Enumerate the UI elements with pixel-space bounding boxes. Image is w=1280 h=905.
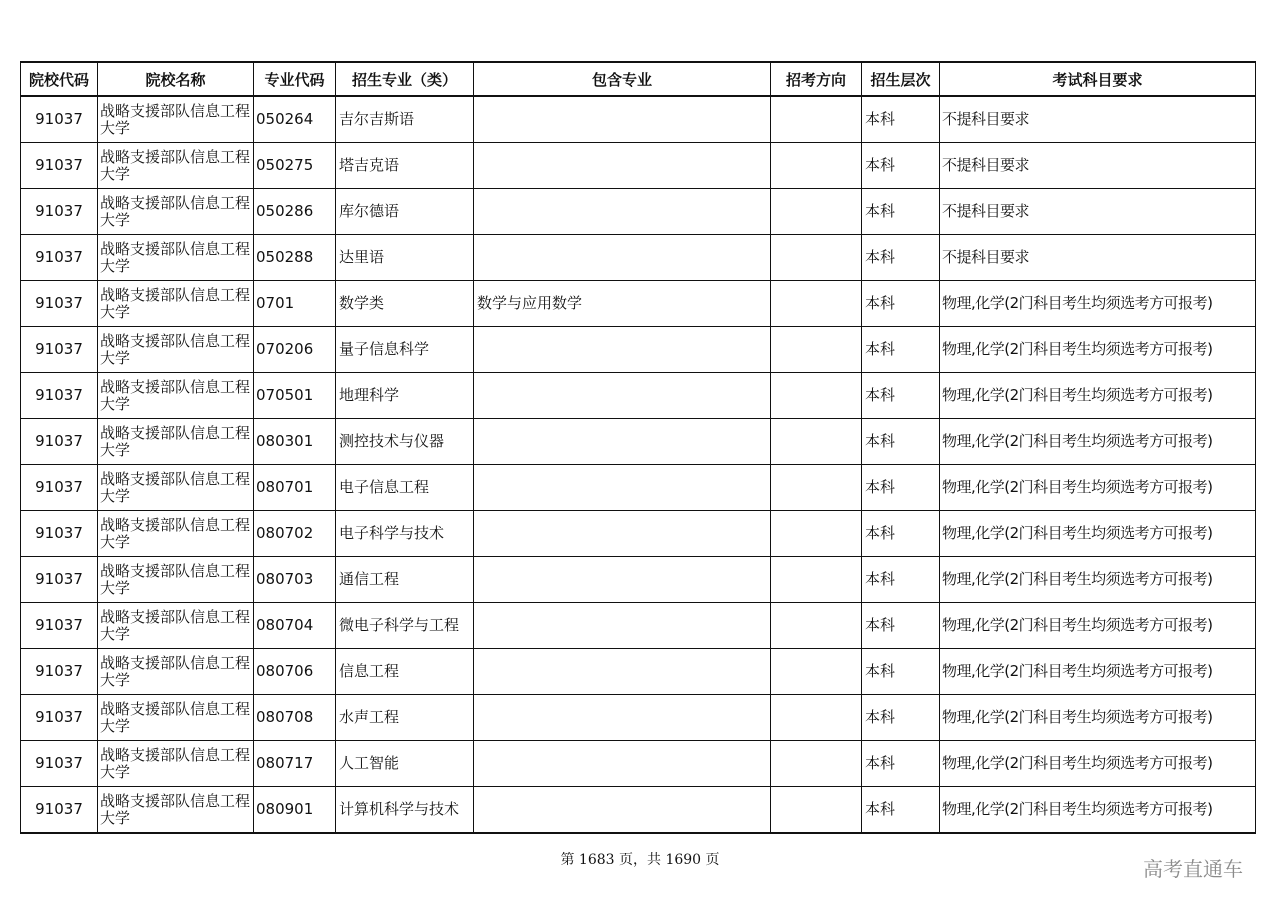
cell-major-code: 080706 bbox=[254, 649, 336, 695]
cell-level: 本科 bbox=[862, 557, 940, 603]
cell-major: 电子科学与技术 bbox=[336, 511, 474, 557]
cell-major: 数学类 bbox=[336, 281, 474, 327]
cell-major: 量子信息科学 bbox=[336, 327, 474, 373]
cell-level: 本科 bbox=[862, 695, 940, 741]
cell-direction bbox=[771, 235, 862, 281]
cell-major-code: 050288 bbox=[254, 235, 336, 281]
cell-level: 本科 bbox=[862, 649, 940, 695]
cell-major-code: 080708 bbox=[254, 695, 336, 741]
cell-direction bbox=[771, 465, 862, 511]
cell-level: 本科 bbox=[862, 96, 940, 143]
cell-subject-requirement: 物理,化学(2门科目考生均须选考方可报考) bbox=[940, 511, 1256, 557]
cell-direction bbox=[771, 143, 862, 189]
cell-major-code: 080702 bbox=[254, 511, 336, 557]
cell-school-name: 战略支援部队信息工程大学 bbox=[98, 695, 254, 741]
cell-school-name: 战略支援部队信息工程大学 bbox=[98, 603, 254, 649]
cell-direction bbox=[771, 741, 862, 787]
cell-included-majors bbox=[474, 603, 771, 649]
cell-major: 微电子科学与工程 bbox=[336, 603, 474, 649]
cell-major-code: 080717 bbox=[254, 741, 336, 787]
cell-level: 本科 bbox=[862, 143, 940, 189]
cell-major: 通信工程 bbox=[336, 557, 474, 603]
cell-major: 库尔德语 bbox=[336, 189, 474, 235]
cell-school-name: 战略支援部队信息工程大学 bbox=[98, 557, 254, 603]
cell-level: 本科 bbox=[862, 189, 940, 235]
cell-direction bbox=[771, 419, 862, 465]
cell-school-code: 91037 bbox=[21, 741, 98, 787]
cell-major-code: 050275 bbox=[254, 143, 336, 189]
cell-major: 测控技术与仪器 bbox=[336, 419, 474, 465]
cell-level: 本科 bbox=[862, 373, 940, 419]
cell-included-majors bbox=[474, 419, 771, 465]
cell-level: 本科 bbox=[862, 787, 940, 834]
admissions-table bbox=[20, 61, 1256, 834]
cell-major-code: 080901 bbox=[254, 787, 336, 834]
cell-included-majors bbox=[474, 557, 771, 603]
table-row bbox=[21, 557, 1256, 603]
cell-major-code: 080701 bbox=[254, 465, 336, 511]
cell-school-code: 91037 bbox=[21, 235, 98, 281]
cell-subject-requirement: 物理,化学(2门科目考生均须选考方可报考) bbox=[940, 327, 1256, 373]
cell-included-majors bbox=[474, 96, 771, 143]
cell-major: 吉尔吉斯语 bbox=[336, 96, 474, 143]
cell-included-majors bbox=[474, 511, 771, 557]
cell-major-code: 080704 bbox=[254, 603, 336, 649]
cell-included-majors bbox=[474, 235, 771, 281]
cell-major-code: 050264 bbox=[254, 96, 336, 143]
cell-level: 本科 bbox=[862, 511, 940, 557]
cell-major: 地理科学 bbox=[336, 373, 474, 419]
cell-major: 塔吉克语 bbox=[336, 143, 474, 189]
admissions-table-sheet bbox=[20, 61, 1255, 834]
cell-level: 本科 bbox=[862, 327, 940, 373]
cell-school-code: 91037 bbox=[21, 465, 98, 511]
cell-direction bbox=[771, 557, 862, 603]
cell-subject-requirement: 物理,化学(2门科目考生均须选考方可报考) bbox=[940, 419, 1256, 465]
cell-major: 信息工程 bbox=[336, 649, 474, 695]
table-row bbox=[21, 96, 1256, 143]
cell-included-majors bbox=[474, 189, 771, 235]
cell-subject-requirement: 物理,化学(2门科目考生均须选考方可报考) bbox=[940, 373, 1256, 419]
cell-level: 本科 bbox=[862, 465, 940, 511]
cell-school-name: 战略支援部队信息工程大学 bbox=[98, 281, 254, 327]
cell-school-name: 战略支援部队信息工程大学 bbox=[98, 419, 254, 465]
header-school-name: 院校名称 bbox=[98, 62, 254, 96]
cell-included-majors bbox=[474, 649, 771, 695]
cell-subject-requirement: 物理,化学(2门科目考生均须选考方可报考) bbox=[940, 603, 1256, 649]
cell-subject-requirement: 物理,化学(2门科目考生均须选考方可报考) bbox=[940, 465, 1256, 511]
cell-subject-requirement: 不提科目要求 bbox=[940, 96, 1256, 143]
table-row bbox=[21, 695, 1256, 741]
cell-school-code: 91037 bbox=[21, 787, 98, 834]
table-row bbox=[21, 649, 1256, 695]
cell-school-name: 战略支援部队信息工程大学 bbox=[98, 96, 254, 143]
cell-school-name: 战略支援部队信息工程大学 bbox=[98, 741, 254, 787]
cell-major: 计算机科学与技术 bbox=[336, 787, 474, 834]
table-row bbox=[21, 189, 1256, 235]
cell-level: 本科 bbox=[862, 235, 940, 281]
cell-school-name: 战略支援部队信息工程大学 bbox=[98, 511, 254, 557]
cell-school-code: 91037 bbox=[21, 373, 98, 419]
cell-subject-requirement: 物理,化学(2门科目考生均须选考方可报考) bbox=[940, 787, 1256, 834]
cell-included-majors bbox=[474, 465, 771, 511]
cell-school-code: 91037 bbox=[21, 96, 98, 143]
cell-level: 本科 bbox=[862, 603, 940, 649]
header-major-code: 专业代码 bbox=[254, 62, 336, 96]
header-level: 招生层次 bbox=[862, 62, 940, 96]
table-row bbox=[21, 419, 1256, 465]
table-row bbox=[21, 603, 1256, 649]
table-body bbox=[21, 96, 1256, 833]
table-row bbox=[21, 741, 1256, 787]
cell-school-code: 91037 bbox=[21, 143, 98, 189]
cell-school-name: 战略支援部队信息工程大学 bbox=[98, 235, 254, 281]
cell-school-code: 91037 bbox=[21, 419, 98, 465]
table-row bbox=[21, 235, 1256, 281]
cell-included-majors: 数学与应用数学 bbox=[474, 281, 771, 327]
cell-included-majors bbox=[474, 741, 771, 787]
table-row bbox=[21, 281, 1256, 327]
cell-school-name: 战略支援部队信息工程大学 bbox=[98, 373, 254, 419]
cell-major-code: 070206 bbox=[254, 327, 336, 373]
cell-school-code: 91037 bbox=[21, 649, 98, 695]
table-row bbox=[21, 787, 1256, 834]
cell-school-name: 战略支援部队信息工程大学 bbox=[98, 327, 254, 373]
table-row bbox=[21, 373, 1256, 419]
page-number: 第 1683 页，共 1690 页 bbox=[560, 852, 720, 868]
cell-included-majors bbox=[474, 373, 771, 419]
watermark: 高考直通车 bbox=[1143, 857, 1243, 881]
cell-included-majors bbox=[474, 327, 771, 373]
cell-direction bbox=[771, 511, 862, 557]
cell-school-name: 战略支援部队信息工程大学 bbox=[98, 787, 254, 834]
cell-direction bbox=[771, 281, 862, 327]
cell-school-name: 战略支援部队信息工程大学 bbox=[98, 189, 254, 235]
cell-major-code: 0701 bbox=[254, 281, 336, 327]
cell-school-name: 战略支援部队信息工程大学 bbox=[98, 649, 254, 695]
table-header-row bbox=[21, 62, 1256, 96]
table-row bbox=[21, 465, 1256, 511]
cell-school-code: 91037 bbox=[21, 511, 98, 557]
cell-school-code: 91037 bbox=[21, 603, 98, 649]
cell-level: 本科 bbox=[862, 281, 940, 327]
cell-subject-requirement: 不提科目要求 bbox=[940, 189, 1256, 235]
cell-direction bbox=[771, 327, 862, 373]
header-direction: 招考方向 bbox=[771, 62, 862, 96]
cell-direction bbox=[771, 373, 862, 419]
table-row bbox=[21, 327, 1256, 373]
cell-included-majors bbox=[474, 695, 771, 741]
cell-included-majors bbox=[474, 787, 771, 834]
cell-included-majors bbox=[474, 143, 771, 189]
cell-major-code: 080703 bbox=[254, 557, 336, 603]
cell-direction bbox=[771, 787, 862, 834]
cell-major-code: 070501 bbox=[254, 373, 336, 419]
cell-subject-requirement: 不提科目要求 bbox=[940, 143, 1256, 189]
cell-major: 电子信息工程 bbox=[336, 465, 474, 511]
cell-major: 水声工程 bbox=[336, 695, 474, 741]
cell-major: 人工智能 bbox=[336, 741, 474, 787]
cell-direction bbox=[771, 649, 862, 695]
header-school-code: 院校代码 bbox=[21, 62, 98, 96]
cell-subject-requirement: 物理,化学(2门科目考生均须选考方可报考) bbox=[940, 281, 1256, 327]
table-row bbox=[21, 511, 1256, 557]
cell-direction bbox=[771, 695, 862, 741]
cell-subject-requirement: 物理,化学(2门科目考生均须选考方可报考) bbox=[940, 695, 1256, 741]
cell-school-code: 91037 bbox=[21, 189, 98, 235]
cell-school-code: 91037 bbox=[21, 557, 98, 603]
cell-level: 本科 bbox=[862, 419, 940, 465]
cell-major-code: 050286 bbox=[254, 189, 336, 235]
cell-major-code: 080301 bbox=[254, 419, 336, 465]
cell-subject-requirement: 不提科目要求 bbox=[940, 235, 1256, 281]
table-row bbox=[21, 143, 1256, 189]
cell-subject-requirement: 物理,化学(2门科目考生均须选考方可报考) bbox=[940, 649, 1256, 695]
cell-school-name: 战略支援部队信息工程大学 bbox=[98, 465, 254, 511]
cell-direction bbox=[771, 189, 862, 235]
cell-school-code: 91037 bbox=[21, 695, 98, 741]
cell-subject-requirement: 物理,化学(2门科目考生均须选考方可报考) bbox=[940, 741, 1256, 787]
header-subject-requirement: 考试科目要求 bbox=[940, 62, 1256, 96]
cell-school-code: 91037 bbox=[21, 327, 98, 373]
cell-major: 达里语 bbox=[336, 235, 474, 281]
cell-school-name: 战略支援部队信息工程大学 bbox=[98, 143, 254, 189]
cell-level: 本科 bbox=[862, 741, 940, 787]
header-included-majors: 包含专业 bbox=[474, 62, 771, 96]
cell-school-code: 91037 bbox=[21, 281, 98, 327]
header-major: 招生专业（类） bbox=[336, 62, 474, 96]
cell-subject-requirement: 物理,化学(2门科目考生均须选考方可报考) bbox=[940, 557, 1256, 603]
cell-direction bbox=[771, 96, 862, 143]
cell-direction bbox=[771, 603, 862, 649]
